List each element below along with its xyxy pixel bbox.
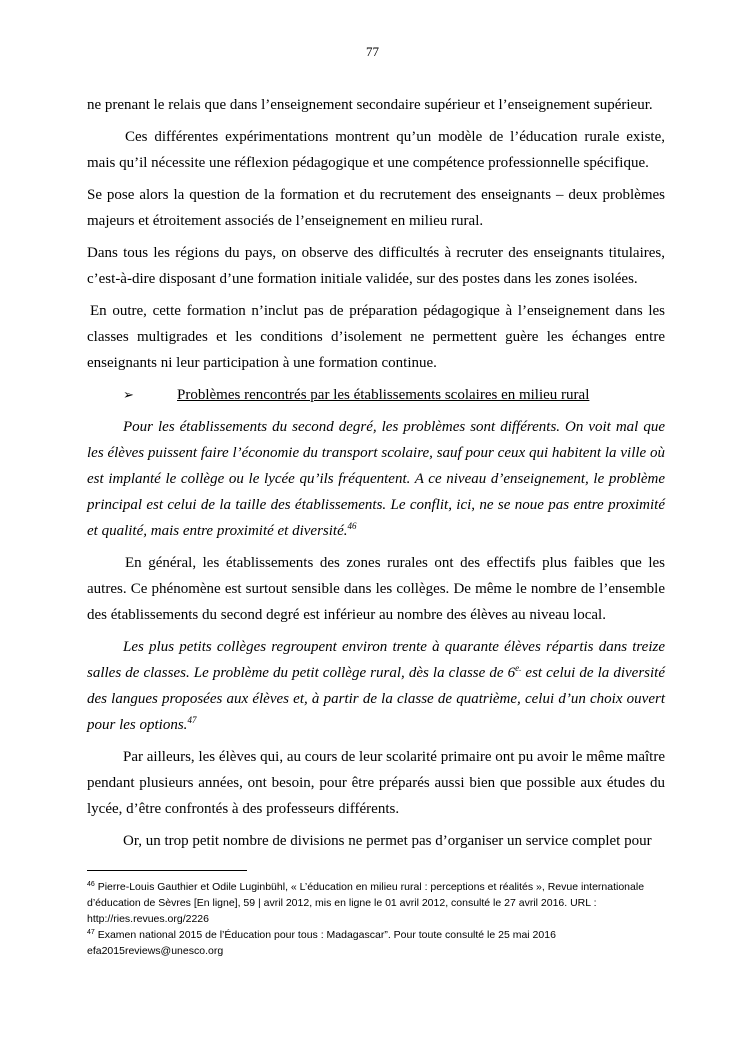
- quote-paragraph: [87, 634, 665, 738]
- section-heading: [87, 382, 665, 408]
- footnote-number: 47: [87, 929, 95, 936]
- footnote-text: Pierre-Louis Gauthier et Odile Luginbühl, « L’éducation en milieu rural : perceptions et réalités », Revue internationale d’éducation de Sèvres [En ligne], 59 | avril 2012, mis en ligne le 01 avril 2012, consulté le 27 avril 2016. URL : http://ries.revues.org/2226: [87, 881, 645, 925]
- footnote-number: 46: [87, 881, 95, 888]
- quote-text: Pour les établissements du second degré, les problèmes sont différents. On voit mal que les élèves puissent faire l’économie du transport scolaire, sauf pour ceux qui habitent la ville où est implanté le collège ou le lycée qu’ils fréquentent. A ce niveau d’enseignement, le problème principal est celui de la taille des établissements. Le conflit, ici, ne se noue pas entre proximité et qualité, mais entre proximité et diversité.: [87, 419, 665, 539]
- footnote: [87, 879, 677, 927]
- ordinal-superscript: e.: [515, 663, 522, 673]
- footnote-ref[interactable]: 47: [187, 715, 197, 725]
- section-heading-text: Problèmes rencontrés par les établissements scolaires en milieu rural: [177, 387, 590, 403]
- paragraph: En outre, cette formation n’inclut pas de préparation pédagogique à l’enseignement dans les classes multigrades et les conditions d’isolement ne permettent guère les échanges entre enseignants ni leur participation à une formation continue.: [87, 303, 665, 371]
- footnote-text: Examen national 2015 de l’Éducation pour tous : Madagascar”. Pour toute consulté le 25 mai 2016 efa2015reviews@unesco.org: [87, 929, 556, 957]
- quote-text: Les plus petits collèges regroupent environ trente à quarante élèves répartis dans treize salles de classes. Le problème du petit collège rural, dès la classe de 6: [87, 639, 665, 681]
- footnote-separator: [87, 870, 247, 871]
- quote-text: est celui de la diversité des langues proposées aux élèves et, à partir de la classe de quatrième, celui d’un choix ouvert pour les options.: [87, 665, 665, 733]
- quote-paragraph: [87, 414, 665, 544]
- paragraph: Ces différentes expérimentations montrent qu’un modèle de l’éducation rurale existe, mais qu’il nécessite une réflexion pédagogique et une compétence professionnelle spécifique.: [87, 129, 665, 171]
- footnote-ref[interactable]: 46: [347, 521, 357, 531]
- arrow-bullet-icon: ➢: [123, 387, 134, 402]
- paragraph: Par ailleurs, les élèves qui, au cours de leur scolarité primaire ont pu avoir le même maître pendant plusieurs années, ont besoin, pour être préparés aussi bien que possible aux études du lycée, d’être confrontés à des professeurs différents.: [87, 749, 665, 817]
- body-text: [87, 92, 665, 860]
- page-number: 77: [366, 44, 379, 59]
- footnotes: [87, 879, 677, 959]
- paragraph: Se pose alors la question de la formation et du recrutement des enseignants – deux problèmes majeurs et étroitement associés de l’enseignement en milieu rural.: [87, 187, 665, 229]
- paragraph: Or, un trop petit nombre de divisions ne permet pas d’organiser un service complet pour: [123, 833, 652, 849]
- paragraph: En général, les établissements des zones rurales ont des effectifs plus faibles que les autres. Ce phénomène est surtout sensible dans les collèges. De même le nombre de l’ensemble des établissements du second degré est inférieur au nombre des élèves au niveau local.: [87, 555, 665, 623]
- paragraph: ne prenant le relais que dans l’enseignement secondaire supérieur et l’enseignement supérieur.: [87, 97, 653, 113]
- footnote: [87, 927, 677, 959]
- paragraph: Dans tous les régions du pays, on observe des difficultés à recruter des enseignants titulaires, c’est-à-dire disposant d’une formation initiale validée, sur des postes dans les zones isolées.: [87, 245, 665, 287]
